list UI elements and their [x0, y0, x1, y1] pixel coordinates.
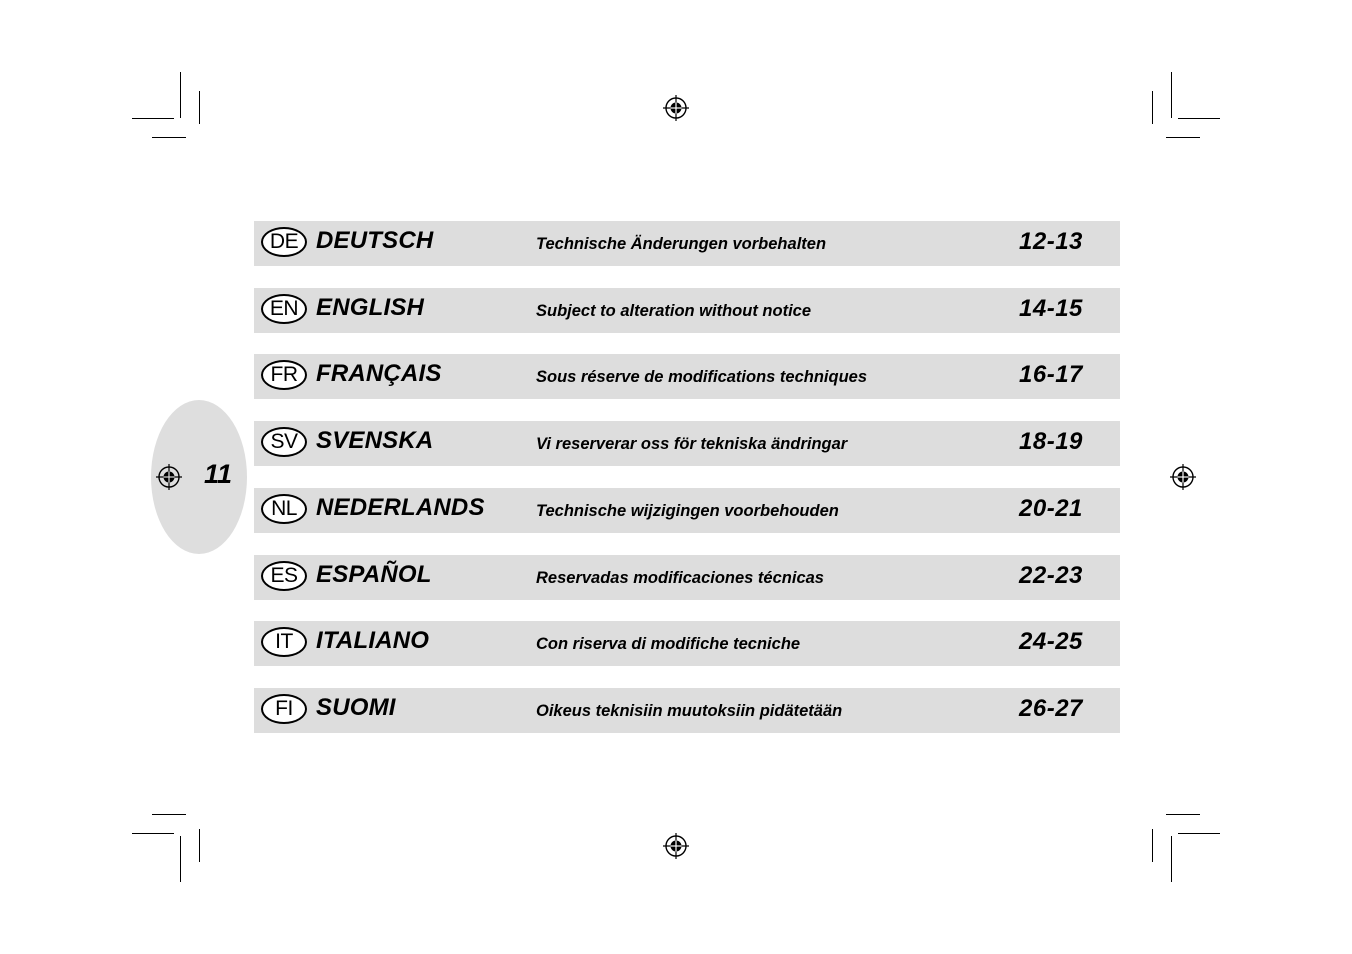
- language-row[interactable]: [254, 555, 1120, 600]
- crop-mark: [1166, 137, 1200, 138]
- registration-mark-icon: [662, 832, 690, 860]
- language-row[interactable]: [254, 621, 1120, 666]
- crop-mark: [132, 118, 174, 119]
- page-number: 11: [204, 459, 233, 489]
- alteration-notice: Technische wijzigingen voorbehouden: [536, 502, 839, 520]
- language-code-badge: FI: [261, 694, 307, 724]
- crop-mark: [1178, 833, 1220, 834]
- crop-mark: [1171, 72, 1172, 118]
- crop-mark: [1152, 829, 1153, 862]
- language-row[interactable]: [254, 354, 1120, 399]
- page-range: 22-23: [1019, 562, 1083, 589]
- page-range: 24-25: [1019, 628, 1083, 655]
- language-name: DEUTSCH: [316, 227, 434, 254]
- alteration-notice: Con riserva di modifiche tecniche: [536, 635, 801, 653]
- registration-mark-icon: [662, 94, 690, 122]
- language-code-badge: FR: [261, 360, 307, 390]
- crop-mark: [1166, 814, 1200, 815]
- language-code-badge: ES: [261, 561, 307, 591]
- crop-mark: [180, 72, 181, 118]
- crop-mark: [1152, 91, 1153, 124]
- language-name: ENGLISH: [316, 294, 425, 321]
- registration-mark-icon: [155, 463, 183, 491]
- crop-mark: [152, 137, 186, 138]
- page-range: 20-21: [1019, 495, 1083, 522]
- crop-mark: [199, 829, 200, 862]
- crop-mark: [132, 833, 174, 834]
- alteration-notice: Sous réserve de modifications techniques: [536, 368, 868, 386]
- registration-mark-icon: [1169, 463, 1197, 491]
- language-code-badge: IT: [261, 627, 307, 657]
- language-row[interactable]: [254, 221, 1120, 266]
- alteration-notice: Technische Änderungen vorbehalten: [536, 235, 827, 253]
- page-range: 12-13: [1019, 228, 1083, 255]
- crop-mark: [180, 836, 181, 882]
- crop-mark: [152, 814, 186, 815]
- language-name: ESPAÑOL: [316, 561, 432, 588]
- language-name: ITALIANO: [316, 627, 430, 654]
- language-name: FRANÇAIS: [316, 360, 442, 387]
- crop-mark: [1171, 836, 1172, 882]
- language-name: NEDERLANDS: [316, 494, 485, 521]
- alteration-notice: Reservadas modificaciones técnicas: [536, 569, 824, 587]
- alteration-notice: Vi reserverar oss för tekniska ändringar: [536, 435, 848, 453]
- language-code-badge: EN: [261, 294, 307, 324]
- alteration-notice: Oikeus teknisiin muutoksiin pidätetään: [536, 702, 843, 720]
- crop-mark: [1178, 118, 1220, 119]
- crop-mark: [199, 91, 200, 124]
- language-name: SVENSKA: [316, 427, 434, 454]
- page-range: 14-15: [1019, 295, 1083, 322]
- page-range: 26-27: [1019, 695, 1083, 722]
- language-name: SUOMI: [316, 694, 396, 721]
- page-range: 18-19: [1019, 428, 1083, 455]
- language-code-badge: SV: [261, 427, 307, 457]
- language-row[interactable]: [254, 488, 1120, 533]
- page-range: 16-17: [1019, 361, 1083, 388]
- language-code-badge: DE: [261, 227, 307, 257]
- language-row[interactable]: [254, 421, 1120, 466]
- alteration-notice: Subject to alteration without notice: [536, 302, 812, 320]
- language-row[interactable]: [254, 288, 1120, 333]
- language-code-badge: NL: [261, 494, 307, 524]
- language-row[interactable]: [254, 688, 1120, 733]
